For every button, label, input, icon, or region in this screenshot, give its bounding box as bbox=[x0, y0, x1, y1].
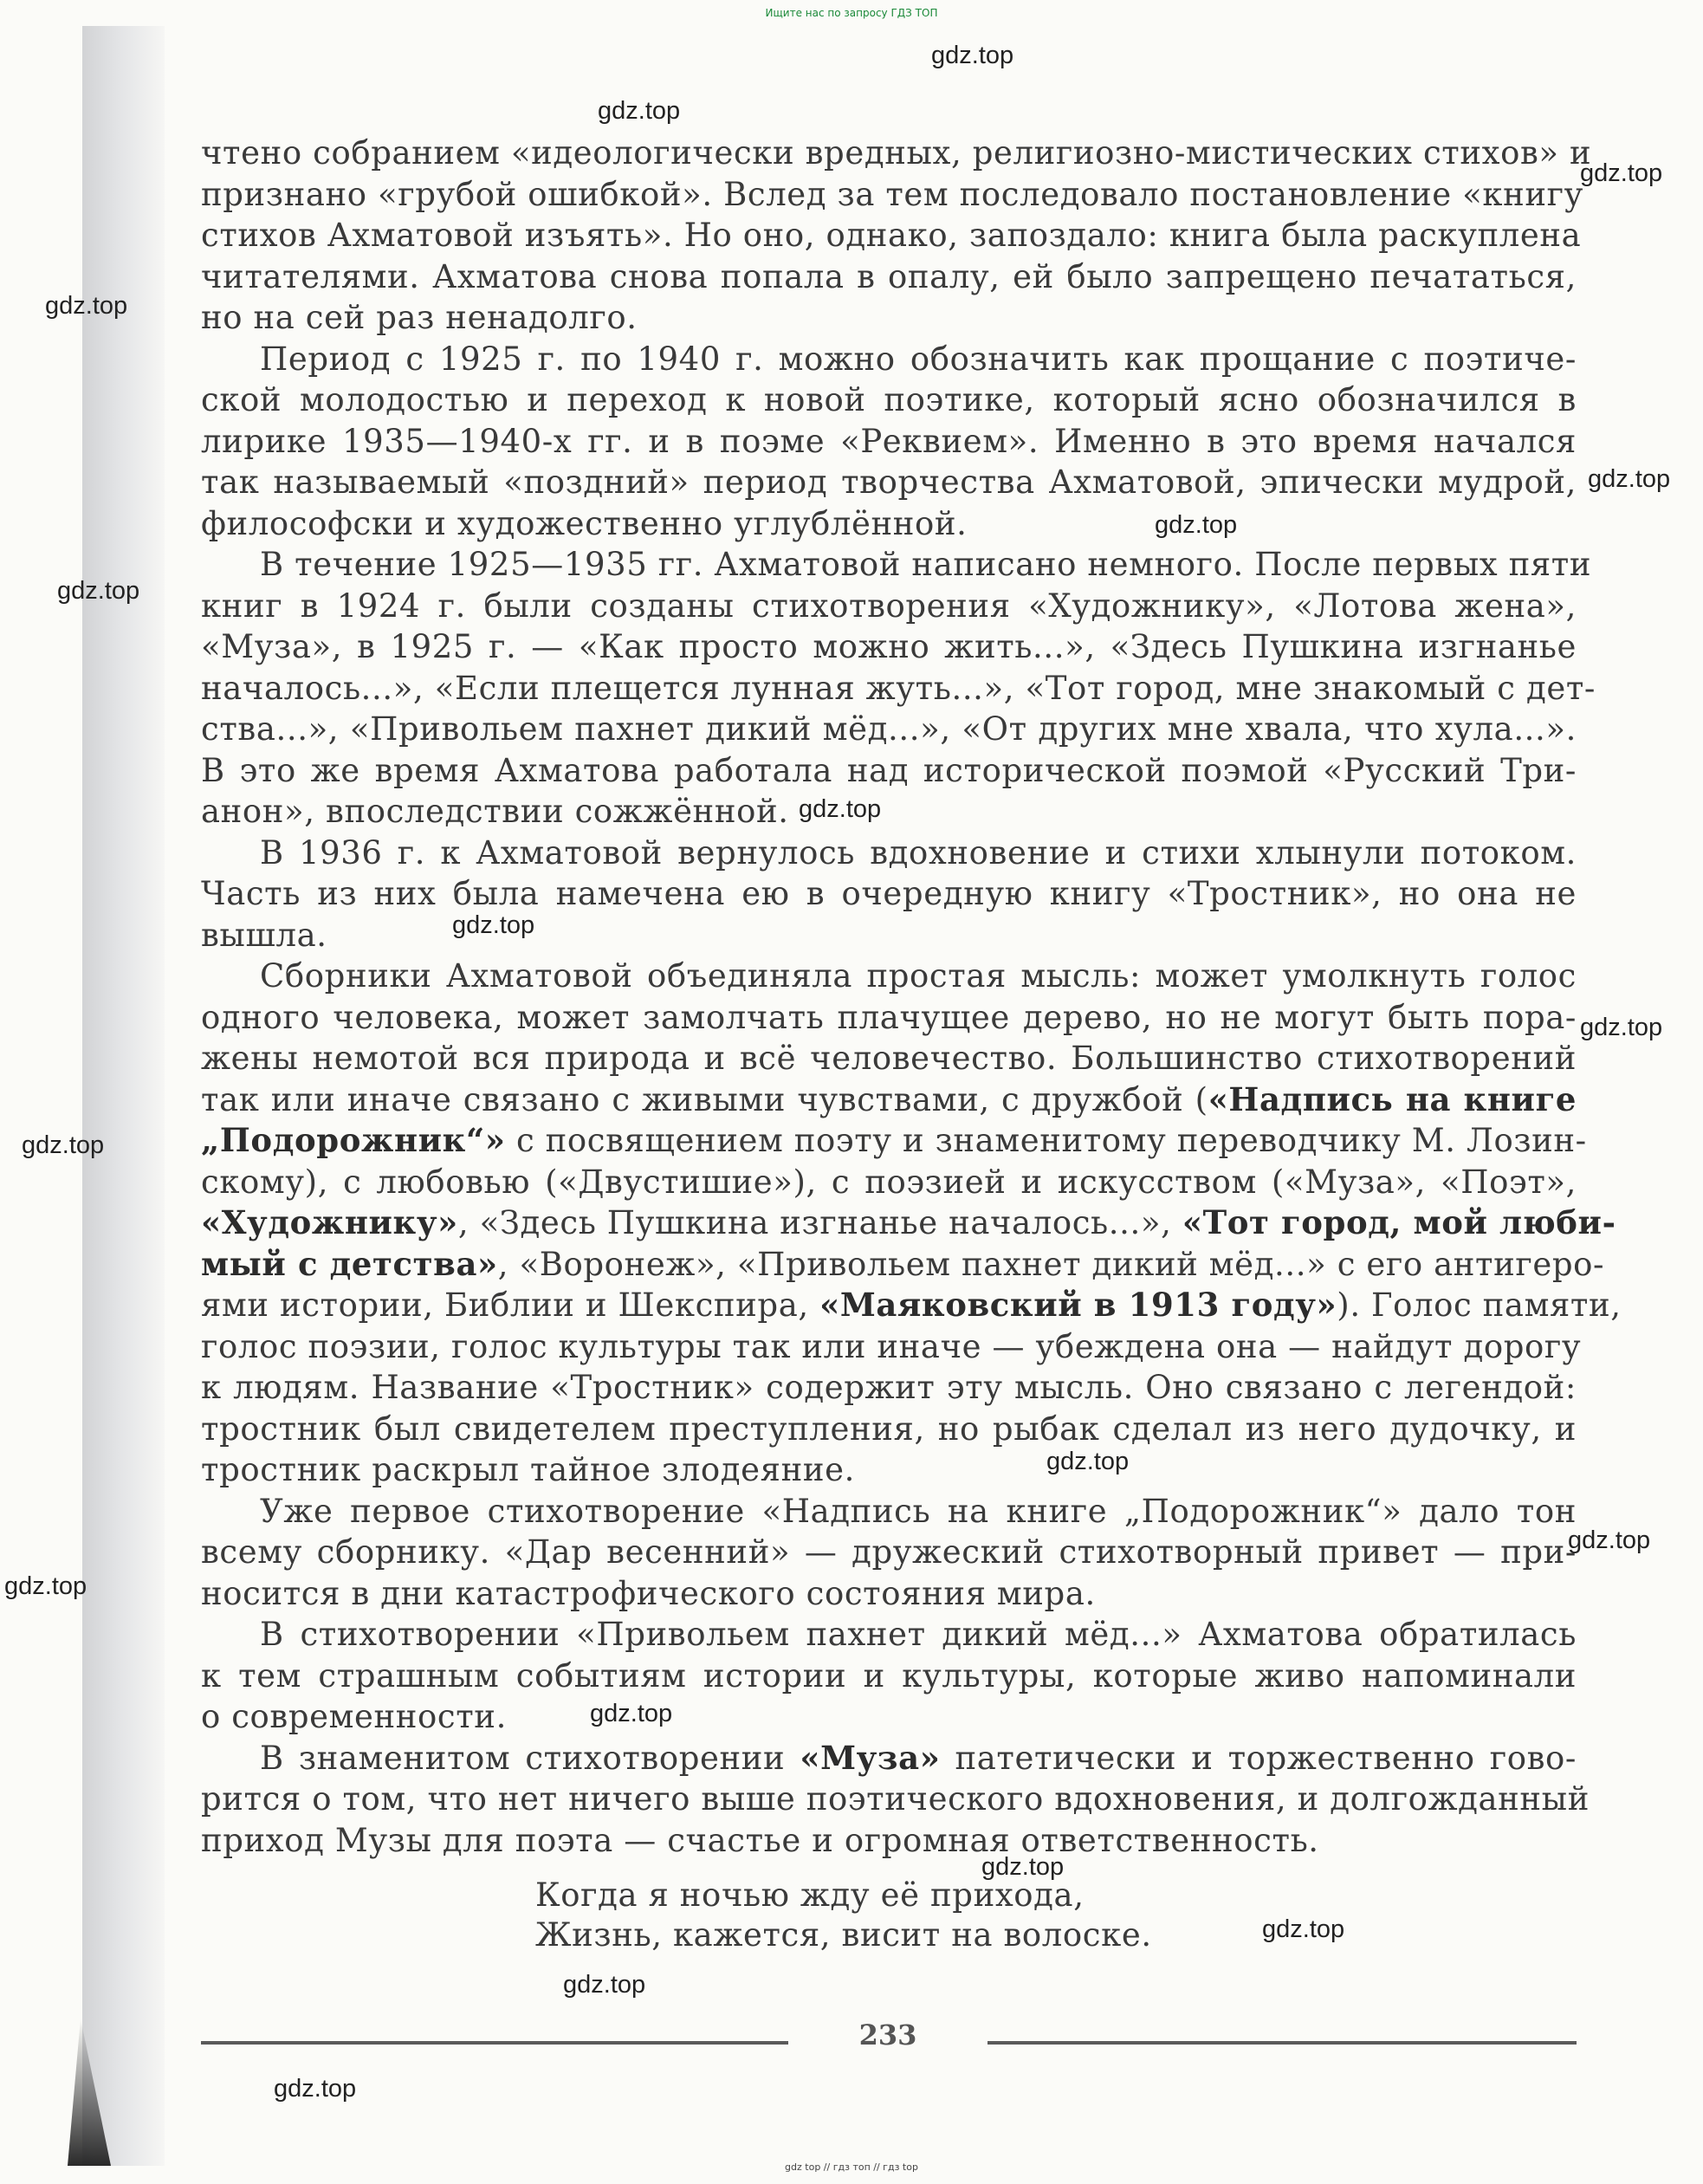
book-spine-shadow bbox=[82, 26, 165, 2166]
watermark: gdz.top bbox=[57, 577, 140, 605]
watermark: gdz.top bbox=[799, 795, 882, 823]
page-number: 233 bbox=[858, 2019, 917, 2051]
text-line: всему сборнику. «Дар весенний» — дружеский стихотворный привет — при- bbox=[201, 1533, 1577, 1571]
footer-rule-left bbox=[201, 2041, 788, 2045]
bold-title: «Тот город, мой люби- bbox=[1182, 1203, 1616, 1241]
text-line: тростник раскрыл тайное злодеяние. bbox=[201, 1451, 855, 1488]
text-line: „Подорожник“» с посвящением поэту и знаменитому переводчику М. Лозин- bbox=[201, 1121, 1587, 1159]
text-line: тростник был свидетелем преступления, но рыбак сделал из него дудочку, и bbox=[201, 1410, 1577, 1448]
text-line: ями истории, Библии и Шекспира, «Маяковский в 1913 году»). Голос памяти, bbox=[201, 1286, 1622, 1324]
watermark: gdz.top bbox=[452, 911, 535, 939]
text-line: В это же время Ахматова работала над исторической поэмой «Русский Три- bbox=[201, 751, 1577, 789]
text-line: лирике 1935—1940-х гг. и в поэме «Реквием». Именно в это время начался bbox=[201, 422, 1577, 460]
bold-title: «Муза» bbox=[800, 1738, 941, 1777]
bold-title: «Надпись на книге bbox=[1208, 1079, 1577, 1118]
watermark: gdz.top bbox=[598, 97, 681, 125]
footer-rule-right bbox=[987, 2041, 1577, 2045]
text-line: рится о том, что нет ничего выше поэтического вдохновения, и долгожданный bbox=[201, 1780, 1590, 1818]
text-line: чтено собранием «идеологически вредных, религиозно-мистических стихов» и bbox=[201, 134, 1592, 172]
watermark: gdz.top bbox=[1155, 511, 1238, 539]
text-line: вышла. bbox=[201, 916, 327, 954]
text-line: В стихотворении «Привольем пахнет дикий мёд...» Ахматова обратилась bbox=[260, 1616, 1577, 1653]
text-line: Уже первое стихотворение «Надпись на книге „Подорожник“» дало тон bbox=[260, 1492, 1577, 1530]
watermark: gdz.top bbox=[4, 1572, 87, 1600]
watermark: gdz.top bbox=[1580, 159, 1663, 187]
text-line: к людям. Название «Тростник» содержит эту мысль. Оно связано с легендой: bbox=[201, 1369, 1577, 1406]
watermark: gdz.top bbox=[1580, 1014, 1663, 1041]
poem-line: Жизнь, кажется, висит на волоске. bbox=[535, 1916, 1152, 1954]
watermark: gdz.top bbox=[274, 2075, 357, 2103]
text-line: Сборники Ахматовой объединяла простая мысль: может умолкнуть голос bbox=[260, 957, 1577, 995]
watermark: gdz.top bbox=[1262, 1915, 1345, 1943]
text-line: скому), с любовью («Двустишие»), с поэзией и искусством («Муза», «Поэт», bbox=[201, 1163, 1577, 1201]
text-line: В течение 1925—1935 гг. Ахматовой написано немного. После первых пяти bbox=[260, 546, 1592, 583]
text-line: «Художнику», «Здесь Пушкина изгнанье началось...», «Тот город, мой люби- bbox=[201, 1203, 1616, 1241]
text-line: признано «грубой ошибкой». Вслед за тем последовало постановление «книгу bbox=[201, 175, 1583, 213]
text-line: мый с детства», «Воронеж», «Привольем пахнет дикий мёд...» с его антигеро- bbox=[201, 1244, 1605, 1283]
bold-title: «Маяковский в 1913 году» bbox=[819, 1286, 1337, 1324]
text-line: жены немотой вся природа и всё человечество. Большинство стихотворений bbox=[201, 1040, 1577, 1077]
text-line: одного человека, может замолчать плачущее дерево, но не могут быть пора- bbox=[201, 998, 1577, 1036]
watermark: gdz.top bbox=[1588, 465, 1671, 493]
watermark: gdz.top bbox=[931, 42, 1014, 69]
text-line: книг в 1924 г. были созданы стихотворения «Художнику», «Лотова жена», bbox=[201, 587, 1577, 625]
bold-title: „Подорожник“» bbox=[201, 1121, 506, 1159]
text-line: носится в дни катастрофического состояния мира. bbox=[201, 1574, 1096, 1612]
text-line: о современности. bbox=[201, 1698, 507, 1735]
text-line: Период с 1925 г. по 1940 г. можно обозначить как прощание с поэтиче- bbox=[260, 340, 1577, 378]
bold-title: «Художнику» bbox=[201, 1203, 458, 1241]
text-line: В 1936 г. к Ахматовой вернулось вдохновение и стихи хлынули потоком. bbox=[260, 833, 1577, 872]
text-line: приход Музы для поэта — счастье и огромная ответственность. bbox=[201, 1821, 1319, 1859]
text-line: голос поэзии, голос культуры так или иначе — убеждена она — найдут дорогу bbox=[201, 1327, 1582, 1365]
text-line: так или иначе связано с живыми чувствами, с дружбой («Надпись на книге bbox=[201, 1079, 1577, 1118]
text-line: к тем страшным событиям истории и культуры, которые живо напоминали bbox=[201, 1656, 1577, 1695]
watermark: gdz.top bbox=[22, 1131, 105, 1159]
watermark: gdz.top bbox=[563, 1971, 646, 1999]
poem-line: Когда я ночью жду её прихода, bbox=[535, 1876, 1085, 1914]
text-line: философски и художественно углублённой. bbox=[201, 504, 968, 542]
text-line: ства...», «Привольем пахнет дикий мёд...», «От других мне хвала, что хула...». bbox=[201, 710, 1577, 748]
bold-title: мый с детства» bbox=[201, 1244, 498, 1283]
watermark: gdz.top bbox=[1568, 1526, 1651, 1554]
text-line: ской молодостью и переход к новой поэтике, который ясно обозначился в bbox=[201, 381, 1577, 418]
text-line: но на сей раз ненадолго. bbox=[201, 299, 638, 336]
bottom-banner: gdz top // гдз топ // гдз top bbox=[785, 2161, 918, 2173]
text-line: читателями. Ахматова снова попала в опалу, ей было запрещено печататься, bbox=[201, 257, 1577, 295]
watermark: gdz.top bbox=[1046, 1448, 1130, 1475]
poem-quote bbox=[535, 1876, 1152, 1955]
text-line: В знаменитом стихотворении «Муза» патетически и торжественно гово- bbox=[260, 1738, 1577, 1777]
text-line: стихов Ахматовой изъять». Но оно, однако, запоздало: книга была раскуплена bbox=[201, 217, 1582, 254]
text-line: «Муза», в 1925 г. — «Как просто можно жить...», «Здесь Пушкина изгнанье bbox=[201, 628, 1577, 665]
text-line: анон», впоследствии сожжённой. bbox=[201, 793, 789, 830]
text-line: Часть из них была намечена ею в очередную книгу «Тростник», но она не bbox=[201, 875, 1577, 912]
watermark: gdz.top bbox=[45, 292, 128, 320]
top-banner: Ищите нас по запросу ГДЗ ТОП bbox=[765, 7, 938, 19]
watermark: gdz.top bbox=[981, 1853, 1065, 1881]
text-line: началось...», «Если плещется лунная жуть...», «Тот город, мне знакомый с дет- bbox=[201, 669, 1596, 707]
text-line: так называемый «поздний» период творчества Ахматовой, эпически мудрой, bbox=[201, 463, 1577, 501]
watermark: gdz.top bbox=[590, 1700, 673, 1727]
